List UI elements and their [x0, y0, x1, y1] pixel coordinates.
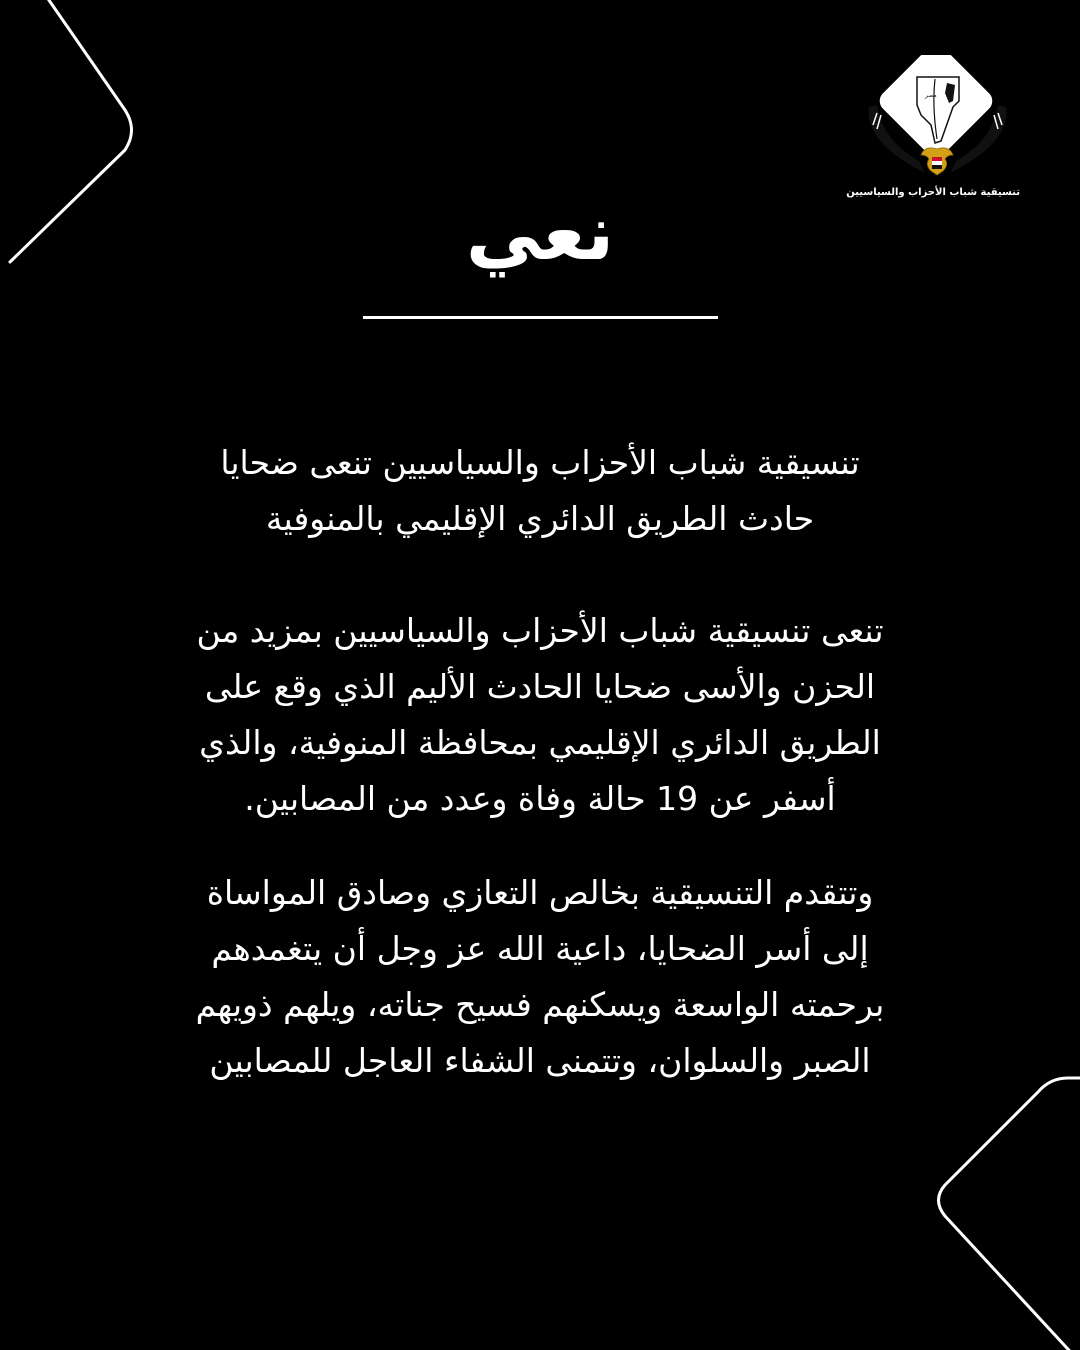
paragraph-line: الصبر والسلوان، وتتمنى الشفاء العاجل للمصابين	[209, 1041, 871, 1080]
svg-text:مصر: مصر	[925, 92, 937, 99]
paragraph-line: تنعى تنسيقية شباب الأحزاب والسياسيين بمزيد من	[196, 611, 884, 650]
eagle-emblem-icon	[921, 148, 953, 175]
sympathy-paragraph	[70, 865, 1010, 1089]
headline-line: تنسيقية شباب الأحزاب والسياسيين تنعى ضحايا	[220, 443, 860, 482]
condolence-paragraph	[70, 603, 1010, 827]
logo-caption: تنسيقية شباب الأحزاب والسياسيين	[846, 187, 1020, 198]
paragraph-line: الحزن والأسى ضحايا الحادث الأليم الذي وقع على	[204, 667, 876, 706]
paragraph-line: أسفر عن 19 حالة وفاة وعدد من المصابين.	[244, 779, 836, 818]
page-title: نعي	[465, 188, 615, 277]
paragraph-line: برحمته الواسعة ويسكنهم فسيح جناته، ويلهم ذويهم	[195, 985, 885, 1024]
paragraph-line: إلى أسر الضحايا، داعية الله عز وجل أن يتغمدهم	[211, 929, 869, 968]
title-divider	[363, 316, 718, 319]
headline	[70, 435, 1010, 547]
paragraph-line: وتتقدم التنسيقية بخالص التعازي وصادق المواساة	[206, 873, 874, 912]
logo-graphic	[855, 55, 1020, 187]
headline-line: حادث الطريق الدائري الإقليمي بالمنوفية	[265, 499, 815, 538]
paragraph-line: الطريق الدائري الإقليمي بمحافظة المنوفية، والذي	[199, 723, 881, 762]
